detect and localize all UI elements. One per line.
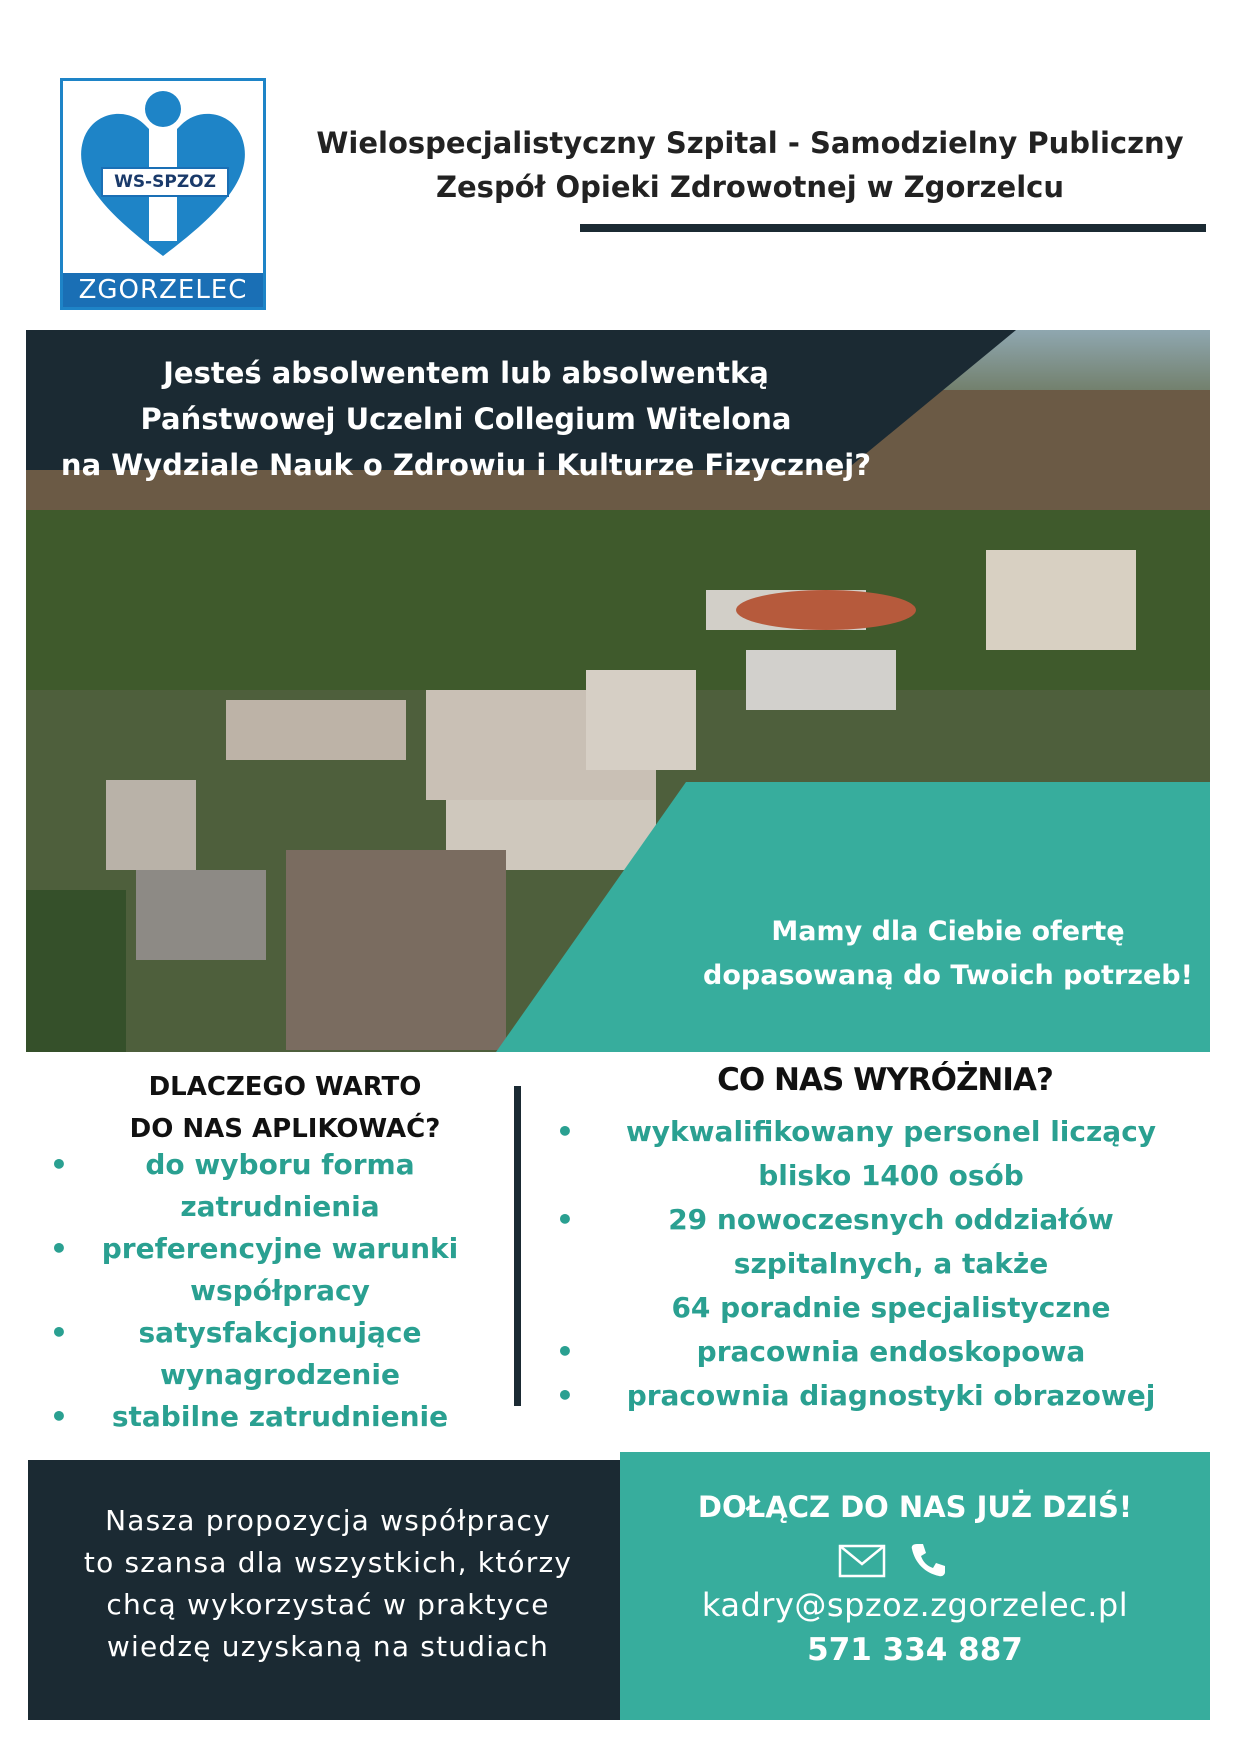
bullet-icon: •: [556, 1335, 574, 1368]
list-item: [50, 1396, 480, 1438]
list-item-text: pracownia diagnostyki obrazowej: [626, 1379, 1156, 1412]
header-rule: [580, 224, 1206, 232]
proposal-text: [28, 1500, 628, 1668]
list-item: [556, 1198, 1196, 1330]
list-item: [50, 1228, 480, 1312]
list-item-text: do wyboru forma zatrudnienia: [145, 1148, 415, 1223]
proposal-line: chcą wykorzystać w praktyce: [106, 1588, 550, 1621]
list-item: [556, 1374, 1196, 1418]
phone-icon[interactable]: [908, 1540, 948, 1584]
phone-number[interactable]: 571 334 887: [807, 1632, 1023, 1668]
list-item-text: preferencyjne warunki współpracy: [101, 1232, 459, 1307]
email-link[interactable]: kadry@spzoz.zgorzelec.pl: [701, 1586, 1129, 1624]
bullet-icon: •: [50, 1400, 68, 1433]
list-item-text: 29 nowoczesnych oddziałów szpitalnych, a także: [668, 1203, 1114, 1280]
why-apply-list: [50, 1144, 480, 1438]
hero-question-line: Jesteś absolwentem lub absolwentką: [163, 356, 769, 390]
bullet-icon: •: [556, 1379, 574, 1412]
offer-text: [686, 910, 1210, 998]
offer-line: dopasowaną do Twoich potrzeb!: [703, 960, 1193, 991]
why-apply-title: [70, 1066, 500, 1150]
features-list: [556, 1110, 1196, 1418]
list-item-text: stabilne zatrudnienie: [111, 1400, 449, 1433]
why-title-line: DO NAS APLIKOWAĆ?: [129, 1114, 441, 1144]
hero-question: [26, 350, 906, 488]
bullet-icon: •: [50, 1232, 68, 1265]
hero-question-line: Państwowej Uczelni Collegium Witelona: [140, 402, 792, 436]
hero-section: [26, 330, 1210, 1052]
org-name-line2: Zespół Opieki Zdrowotnej w Zgorzelcu: [435, 170, 1064, 204]
bullet-icon: •: [556, 1115, 574, 1148]
bullet-icon: •: [50, 1316, 68, 1349]
hero-question-line: na Wydziale Nauk o Zdrowiu i Kulturze Fizycznej?: [60, 448, 872, 482]
logo-city: ZGORZELEC: [63, 273, 263, 307]
why-title-line: DLACZEGO WARTO: [148, 1072, 422, 1102]
org-name-line1: Wielospecjalistyczny Szpital - Samodzielny Publiczny: [316, 126, 1184, 160]
mail-icon[interactable]: [838, 1544, 886, 1582]
bullet-icon: •: [556, 1203, 574, 1236]
list-item-text: wykwalifikowany personel liczący blisko 1400 osób: [625, 1115, 1157, 1192]
list-item-text: satysfakcjonujące wynagrodzenie: [138, 1316, 422, 1391]
features-title: CO NAS WYRÓŻNIA?: [717, 1062, 1053, 1098]
proposal-line: to szansa dla wszystkich, którzy: [83, 1546, 573, 1579]
list-item-text: pracownia endoskopowa: [696, 1335, 1086, 1368]
offer-line: Mamy dla Ciebie ofertę: [771, 916, 1125, 947]
list-item-extra: 64 poradnie specjalistyczne: [671, 1291, 1111, 1324]
bullet-icon: •: [50, 1148, 68, 1181]
hospital-logo: [60, 78, 266, 310]
logo-badge: WS-SPZOZ: [101, 167, 229, 197]
list-item: [50, 1312, 480, 1396]
list-item: [556, 1330, 1196, 1374]
proposal-line: Nasza propozycja współpracy: [105, 1504, 551, 1537]
list-item: [556, 1110, 1196, 1198]
proposal-line: wiedzę uzyskaną na studiach: [106, 1630, 550, 1663]
cta-title: DOŁĄCZ DO NAS JUŻ DZIŚ!: [697, 1490, 1133, 1524]
column-divider: [514, 1086, 521, 1406]
list-item: [50, 1144, 480, 1228]
